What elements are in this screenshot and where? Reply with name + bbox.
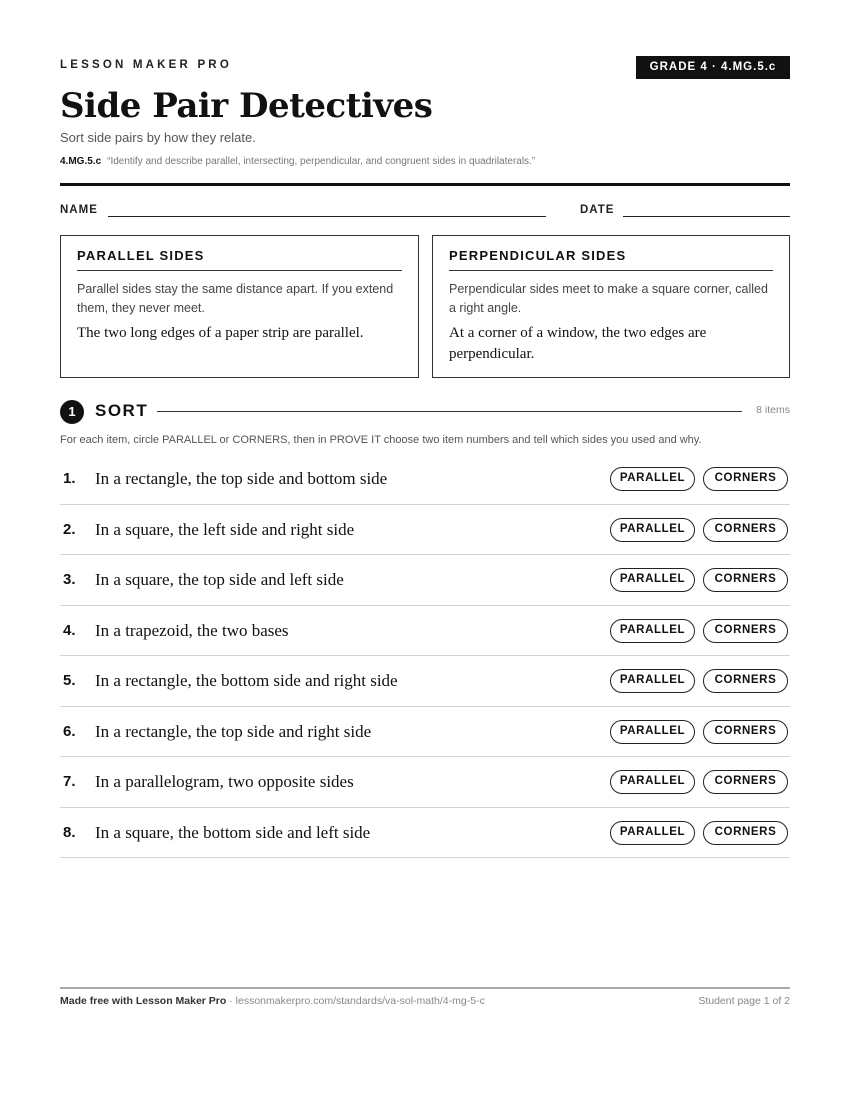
parallel-choice[interactable]: PARALLEL: [610, 669, 695, 693]
item-text: In a rectangle, the bottom side and right side: [95, 671, 398, 690]
page-header: [60, 56, 790, 80]
definition-box-perpendicular: [432, 235, 790, 378]
corners-choice[interactable]: CORNERS: [703, 518, 788, 542]
corners-choice[interactable]: CORNERS: [703, 720, 788, 744]
footer-credit: Made free with Lesson Maker Pro: [60, 995, 227, 1007]
item-text: In a rectangle, the top side and right side: [95, 721, 372, 741]
footer-url: · lessonmakerpro.com/standards/va-sol-math/4-mg-5-c: [226, 995, 485, 1007]
parallel-choice[interactable]: PARALLEL: [610, 518, 695, 542]
list-item: [60, 505, 790, 556]
page-subtitle: Sort side pairs by how they relate.: [60, 130, 256, 145]
standard-code: 4.MG.5.c: [60, 156, 102, 167]
item-text: In a square, the left side and right side: [95, 519, 355, 539]
section-rule: [157, 411, 742, 412]
definition-box-parallel: [60, 235, 419, 378]
grade-badge: GRADE 4 · 4.MG.5.c: [636, 56, 790, 79]
list-item: [60, 555, 790, 606]
item-number: 2.: [63, 520, 76, 538]
page-number: Student page 1 of 2: [698, 995, 790, 1007]
parallel-choice[interactable]: PARALLEL: [610, 770, 695, 794]
standard-text: “Identify and describe parallel, intersecting, perpendicular, and congruent sides in quadrilaterals.”: [107, 156, 536, 167]
corners-choice[interactable]: CORNERS: [703, 770, 788, 794]
item-text: In a square, the bottom side and left side: [95, 822, 371, 842]
date-label: DATE: [580, 204, 615, 216]
date-field[interactable]: [623, 216, 790, 217]
list-item: [60, 454, 790, 505]
item-text: In a parallelogram, two opposite sides: [95, 772, 354, 791]
corners-choice[interactable]: CORNERS: [703, 821, 788, 845]
parallel-choice[interactable]: PARALLEL: [610, 619, 695, 643]
list-item: [60, 606, 790, 657]
section-item-count: 8 items: [756, 404, 790, 416]
standard-line: [60, 156, 535, 167]
parallel-choice[interactable]: PARALLEL: [610, 720, 695, 744]
section-header-sort: [60, 399, 790, 423]
list-item: [60, 808, 790, 859]
list-item: [60, 757, 790, 808]
name-label: NAME: [60, 204, 98, 216]
name-date-row: [60, 203, 790, 223]
item-number: 6.: [63, 722, 76, 740]
parallel-choice[interactable]: PARALLEL: [610, 467, 695, 491]
definition-body: Parallel sides stay the same distance apart. If you extend them, they never meet.: [77, 282, 394, 315]
sort-item-list: [60, 454, 790, 858]
item-number: 8.: [63, 823, 76, 841]
brand-name: LESSON MAKER PRO: [60, 59, 232, 71]
page-footer: [60, 995, 790, 1007]
item-number: 1.: [63, 470, 76, 487]
section-title: SORT: [95, 401, 149, 420]
item-number: 5.: [63, 672, 76, 689]
name-field[interactable]: [108, 216, 546, 217]
corners-choice[interactable]: CORNERS: [703, 619, 788, 643]
item-text: In a square, the top side and left side: [95, 570, 344, 589]
parallel-choice[interactable]: PARALLEL: [610, 568, 695, 592]
item-text: In a rectangle, the top side and bottom side: [95, 469, 388, 488]
corners-choice[interactable]: CORNERS: [703, 568, 788, 592]
definition-title: PERPENDICULAR SIDES: [449, 248, 773, 271]
section-number-badge: 1: [60, 400, 84, 424]
corners-choice[interactable]: CORNERS: [703, 669, 788, 693]
worksheet-page: [60, 0, 790, 1100]
definition-body: Perpendicular sides meet to make a square corner, called a right angle.: [449, 282, 768, 315]
page-title: Side Pair Detectives: [60, 86, 433, 126]
item-number: 7.: [63, 773, 76, 790]
item-number: 4.: [63, 621, 76, 639]
definition-example: The two long edges of a paper strip are parallel.: [77, 325, 364, 341]
parallel-choice[interactable]: PARALLEL: [610, 821, 695, 845]
item-number: 3.: [63, 571, 76, 588]
corners-choice[interactable]: CORNERS: [703, 467, 788, 491]
definition-example: At a corner of a window, the two edges are perpendicular.: [449, 325, 707, 362]
list-item: [60, 707, 790, 758]
definition-title: PARALLEL SIDES: [77, 248, 402, 271]
list-item: [60, 656, 790, 707]
header-divider: [60, 183, 790, 186]
item-text: In a trapezoid, the two bases: [95, 620, 289, 640]
section-instructions: For each item, circle PARALLEL or CORNERS, then in PROVE IT choose two item numbers and tell which sides you used and why.: [60, 434, 702, 446]
footer-divider: [60, 987, 790, 989]
